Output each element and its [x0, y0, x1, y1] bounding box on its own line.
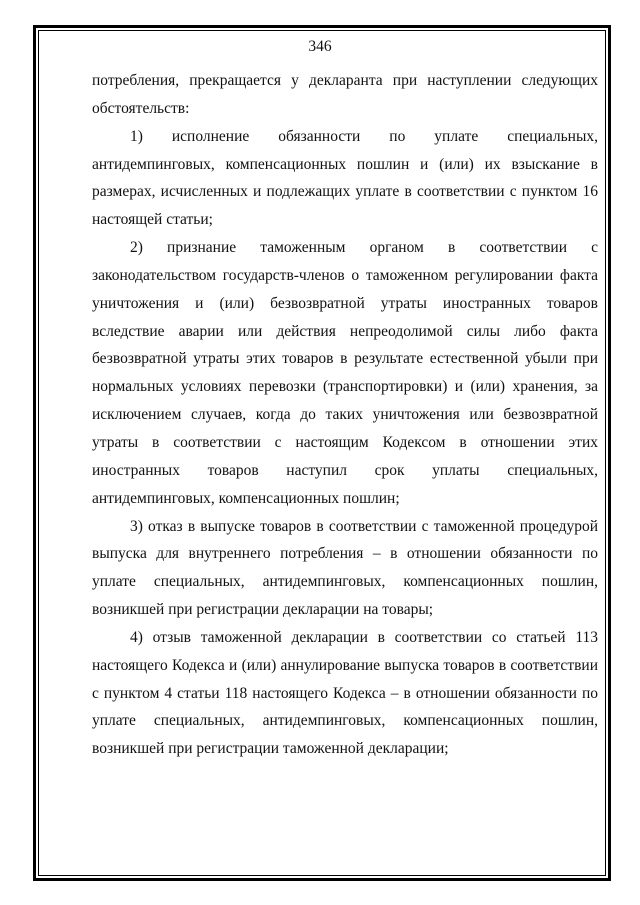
list-item-4: 4) отзыв таможенной декларации в соответствии со статьей 113 настоящего Кодекса и (или) аннулирование выпуска товаров в соответствии с пунктом 4 статьи 118 настоящего Кодекса – в отношении обязанности по уплате специальных, антидемпинговых, компенсационных пошлин, возникшей при регистрации таможенной декларации; [92, 628, 598, 758]
list-item-2: 2) признание таможенным органом в соответствии с законодательством государств-членов о таможенном регулировании факта уничтожения и (или) безвозвратной утраты иностранных товаров вследствие аварии или действия непреодолимой силы либо факта безвозвратной утраты этих товаров в результате естественной убыли при нормальных условиях перевозки (транспортировки) и (или) хранения, за исключением случаев, когда до таких уничтожения или безвозвратной утраты в соответствии с настоящим Кодексом в отношении этих иностранных товаров наступил срок уплаты специальных, антидемпинговых, компенсационных пошлин; [92, 239, 598, 507]
list-item-1: 1) исполнение обязанности по уплате специальных, антидемпинговых, компенсационных пошлин и (или) их взыскание в размерах, исчисленных и подлежащих уплате в соответствии с пунктом 16 настоящей статьи; [92, 127, 598, 229]
list-item-3: 3) отказ в выпуске товаров в соответствии с таможенной процедурой выпуска для внутреннего потребления – в отношении обязанности по уплате специальных, антидемпинговых, компенсационных пошлин, возникшей при регистрации декларации на товары; [92, 517, 598, 619]
document-body [92, 67, 598, 763]
page-number: 346 [308, 38, 332, 55]
paragraph-continuation: потребления, прекращается у декларанта при наступлении следующих обстоятельств: [92, 72, 598, 117]
